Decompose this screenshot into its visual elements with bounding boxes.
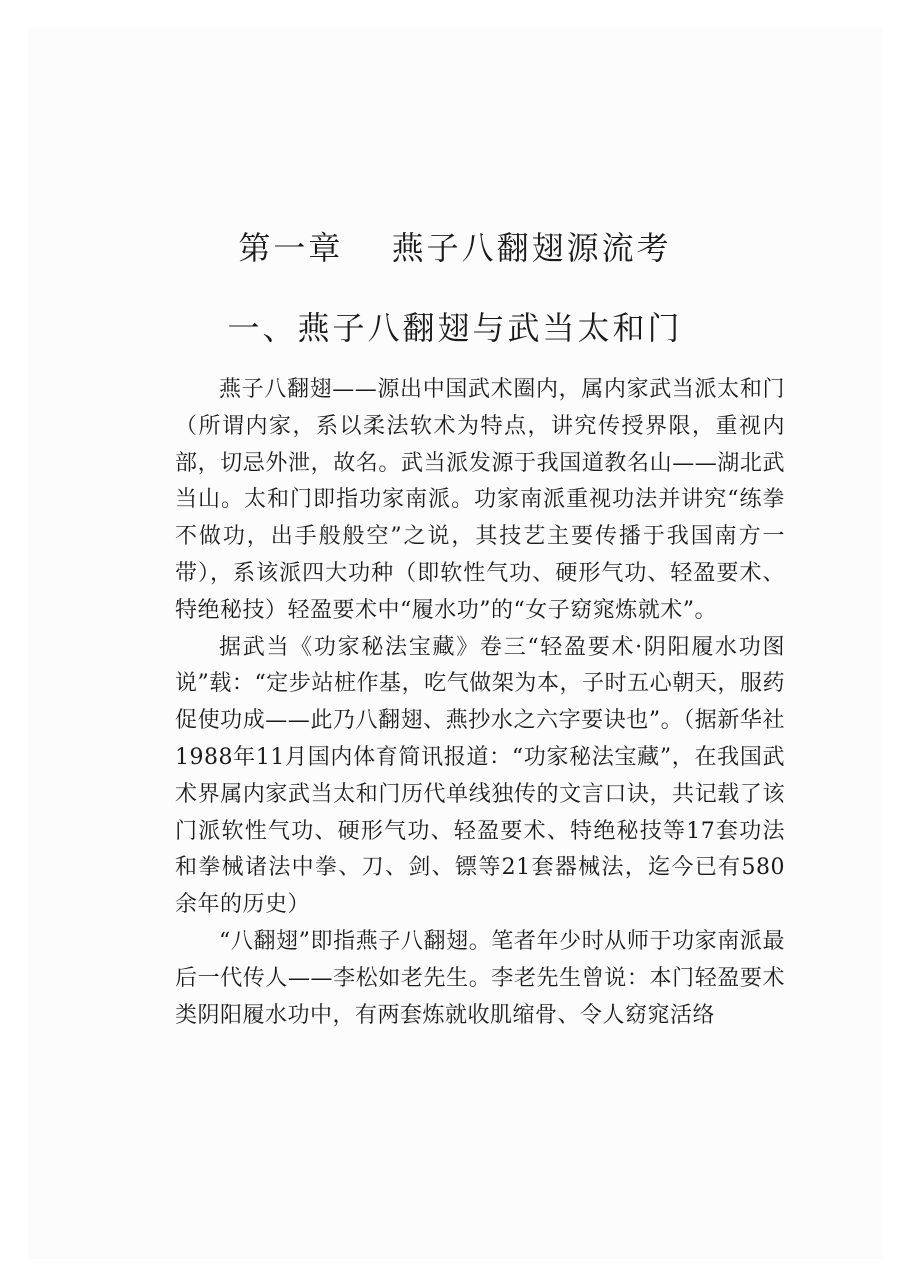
- chapter-title: 第一章 燕子八翻翅源流考: [238, 229, 672, 267]
- body-text: [175, 372, 785, 1034]
- paragraph-1: 燕子八翻翅——源出中国武术圈内，属内家武当派太和门（所谓内家，系以柔法软术为特点，讲究传授界限，重视内部，切忌外泄，故名。武当派发源于我国道教名山——湖北武当山。太和门即指功家南派。功家南派重视功法并讲究“练拳不做功，出手般般空”之说，其技艺主要传播于我国南方一带），系该派四大功种（即软性气功、硬形气功、轻盈要术、特绝秘技）轻盈要术中“履水功”的“女子窈窕炼就术”。: [175, 377, 785, 623]
- section-title: 一、燕子八翻翅与武当太和门: [227, 309, 683, 347]
- paragraph-2: 据武当《功家秘法宝藏》卷三“轻盈要术·阴阳履水功图说”载：“定步站桩作基，吃气做架为本，子时五心朝天，服药促使功成——此乃八翻翅、燕抄水之六字要诀也”。（据新华社1988年11月国内体育简讯报道：“功家秘法宝藏”，在我国武术界属内家武当太和门历代单线独传的文言口诀，共记载了该门派软性气功、硬形气功、轻盈要术、特绝秘技等17套功法和拳械诸法中拳、刀、剑、镖等21套器械法，迄今已有580余年的历史）: [175, 634, 785, 918]
- paragraph-3: “八翻翅”即指燕子八翻翅。笔者年少时从师于功家南派最后一代传人——李松如老先生。李老先生曾说：本门轻盈要术类阴阳履水功中，有两套炼就收肌缩骨、令人窈窕活络: [175, 928, 785, 1028]
